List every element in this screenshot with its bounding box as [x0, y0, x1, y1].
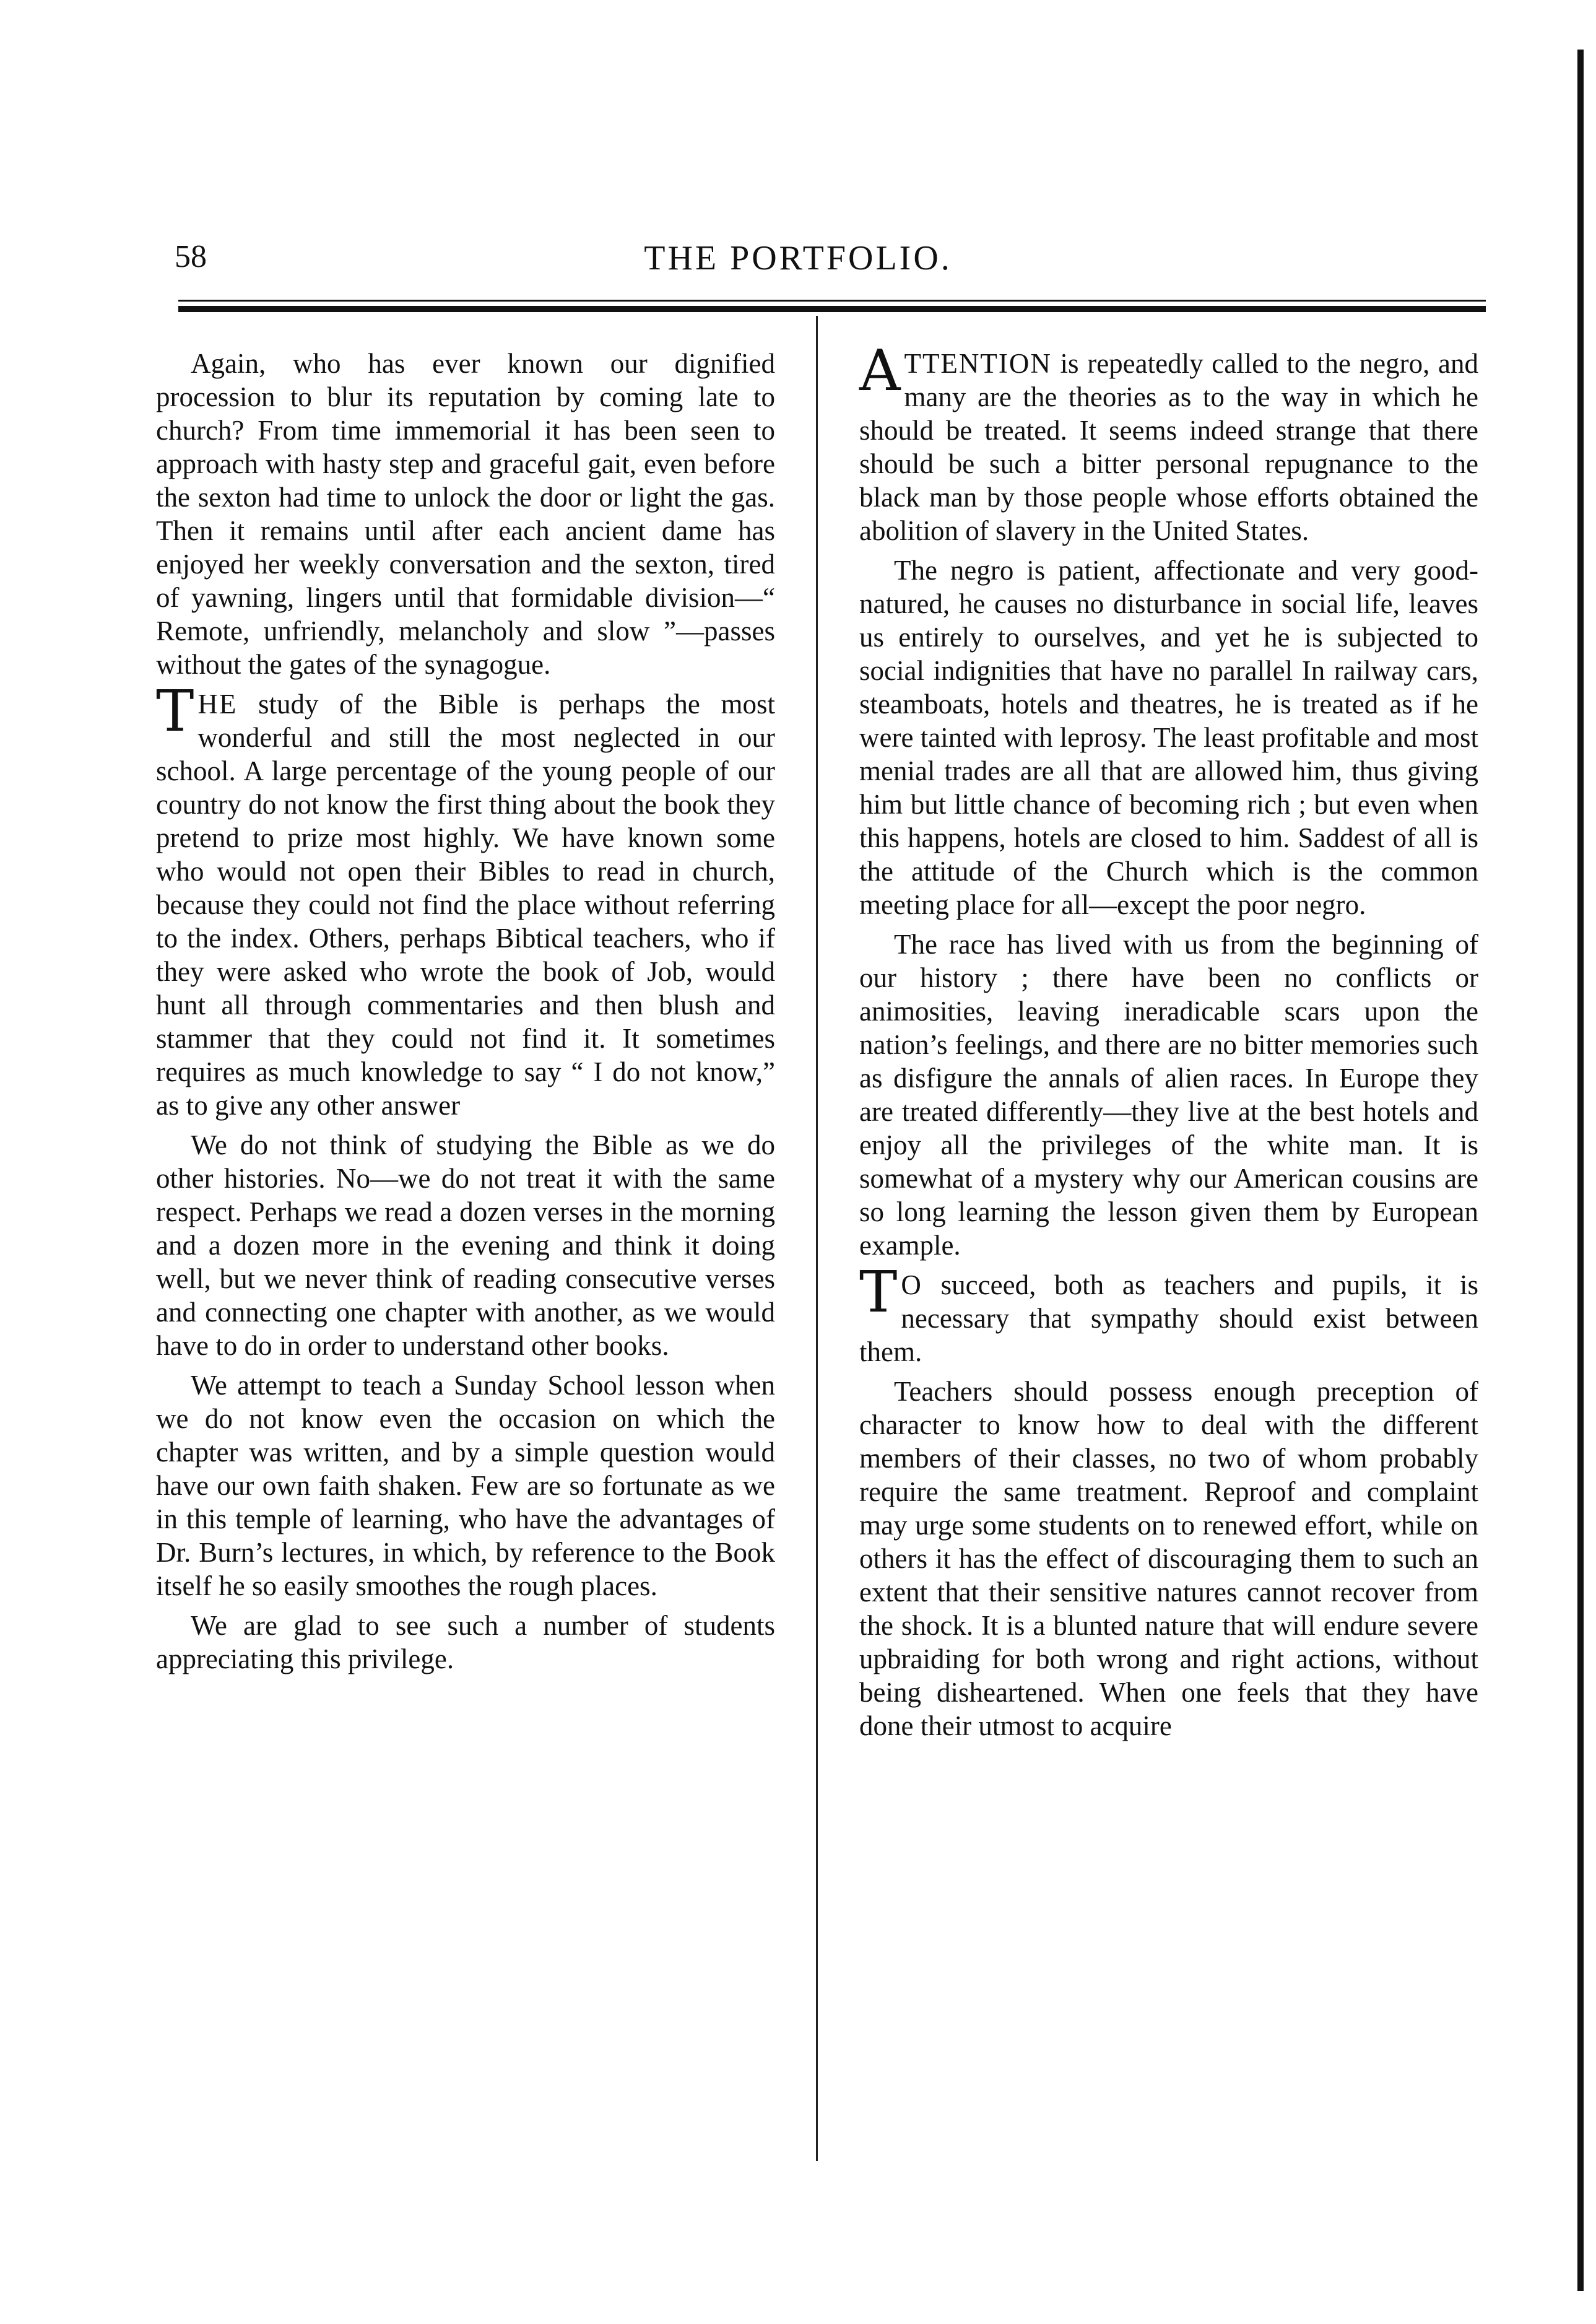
lead-caps: TTENTION: [904, 348, 1052, 379]
header-rule-thick: [178, 306, 1486, 312]
page-edge-rule: [1577, 50, 1584, 2291]
paragraph-negro-patient: The negro is patient, affectionate and very good-natured, he causes no disturbance in social life, leaves us entirely to ourselves, and yet he is subjected to social indignities that have no parallel In railway cars, steamboats, hotels and theatres, he is treated as if he were tainted with leprosy. The least profitable and most menial trades are all that are allowed him, thus giving him but little chance of becoming rich ; but even when this happens, hotels are closed to him. Saddest of all is the attitude of the Church which is the common meeting place for all—except the poor negro.: [859, 555, 1478, 920]
paragraph-text: succeed, both as teachers and pupils, it is necessary that sympathy should exist between them.: [859, 1269, 1478, 1367]
left-column: [156, 347, 775, 1682]
column-divider: [816, 316, 818, 2161]
paragraph-bible-study: [156, 678, 775, 1122]
page-number: 58: [175, 239, 207, 274]
right-column: [859, 337, 1478, 1749]
drop-cap: T: [859, 1259, 898, 1325]
paragraph-text: is repeatedly called to the negro, and many are the theories as to the way in which he should be treated. It seems indeed strange that there should be such a bitter personal repugnance to the black man by those people whose efforts obtained the abolition of slavery in the United States.: [859, 348, 1478, 546]
paragraph-attention: [859, 337, 1478, 547]
paragraph-procession: Again, who has ever known our dignified procession to blur its reputation by coming late to church? From time immemorial it has been seen to approach with hasty step and graceful gait, even before the sexton had time to unlock the door or light the gas. Then it remains until after each ancient dame has enjoyed her weekly conversation and the sexton, tired of yawning, lingers until that formidable division—“ Remote, unfriendly, melancholy and slow ”—passes without the gates of the synagogue.: [156, 348, 775, 680]
running-title: THE PORTFOLIO.: [644, 239, 952, 277]
paragraph-succeed: [859, 1259, 1478, 1369]
paragraph-teachers: Teachers should possess enough preception of character to know how to deal with the different members of their classes, no two of whom probably require the same treatment. Reproof and complaint may urge some students on to renewed effort, while on others it has the effect of discouraging them to such an extent that their sensitive natures cannot recover from the shock. It is a blunted nature that will endure severe upbraiding for both wrong and right actions, without being disheartened. When one feels that they have done their utmost to acquire: [859, 1376, 1478, 1741]
header-rule-thin: [178, 300, 1486, 302]
paragraph-sunday-school: We attempt to teach a Sunday School lesson when we do not know even the occasion on which the chapter was written, and by a simple question would have our own faith shaken. Few are so fortunate as we in this temple of learning, who have the advantages of Dr. Burn’s lectures, in which, by reference to the Book itself he so easily smoothes the rough places.: [156, 1370, 775, 1601]
paragraph-histories: We do not think of studying the Bible as we do other histories. No—we do not treat it with the same respect. Perhaps we read a dozen verses in the morning and a dozen more in the evening and think it doing well, but we never think of reading consecutive verses and connecting one chapter with another, as we would have to do in order to understand other books.: [156, 1129, 775, 1361]
paragraph-race-history: The race has lived with us from the beginning of our history ; there have been no conflicts or animosities, leaving ineradicable scars upon the nation’s feelings, and there are no bitter memories such as disfigure the annals of alien races. In Europe they are treated differently—they live at the best hotels and enjoy all the privileges of the white man. It is somewhat of a mystery why our American cousins are so long learning the lesson given them by European example.: [859, 929, 1478, 1261]
lead-caps: HE: [197, 689, 238, 720]
drop-cap: A: [859, 337, 901, 404]
paragraph-privilege: We are glad to see such a number of students appreciating this privilege.: [156, 1610, 775, 1674]
lead-caps: O: [901, 1269, 922, 1300]
drop-cap: T: [156, 678, 194, 744]
paragraph-text: study of the Bible is perhaps the most wonderful and still the most neglected in our school. A large percentage of the young people of our country do not know the first thing about the book they pretend to prize most highly. We have known some who would not open their Bibles to read in church, because they could not find the place without referring to the index. Others, perhaps Bibtical teachers, who if they were asked who wrote the book of Job, would hunt all through commentaries and then blush and stammer that they could not find it. It sometimes requires as much knowledge to say “ I do not know,” as to give any other answer: [156, 689, 775, 1121]
